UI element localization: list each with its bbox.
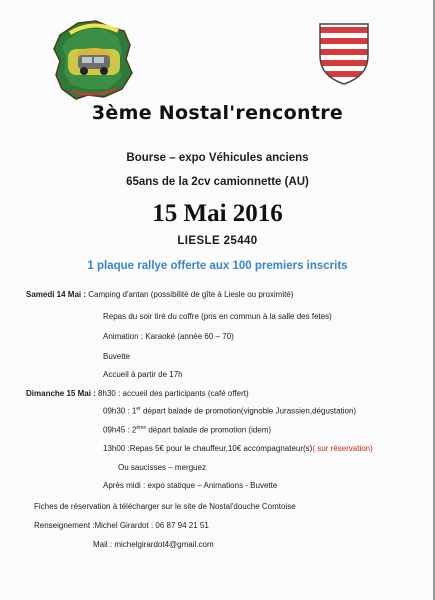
- lunch-reservation: ( sur réservation): [312, 444, 373, 453]
- lunch-text: 13h00 :Repas 5€ pour le chauffeur,10€ accompagnateur(s): [103, 444, 313, 453]
- event-date: 15 Mai 2016: [152, 200, 283, 227]
- lunch-line: [103, 444, 373, 453]
- saturday-label: Samedi 14 Mai :: [26, 290, 87, 299]
- sunday-label: Dimanche 15 Mai :: [26, 389, 96, 398]
- buvette-line: Buvette: [103, 352, 131, 361]
- mail-line: Mail : michelgirardot4@gmail.com: [93, 540, 214, 549]
- club-logo-icon: [48, 15, 138, 103]
- depart1-time: 09h30 : 1: [103, 406, 137, 416]
- saucisses-line: Ou saucisses – merguez: [118, 463, 207, 472]
- animation-line: Animation : Karaoké (année 60 – 70): [103, 332, 234, 341]
- depart2-text: départ balade de promotion (idem): [146, 425, 272, 435]
- depart1-line: [103, 406, 356, 416]
- depart2-line: [103, 425, 271, 435]
- sunday-text: 8h30 : accueil des participants (café offert): [98, 389, 249, 398]
- depart2-time: 09h45 : 2: [103, 425, 137, 435]
- depart1-sup: er: [136, 406, 141, 412]
- event-title: 3ème Nostal'rencontre: [91, 102, 344, 124]
- sunday-line: [26, 389, 249, 398]
- repas-line: Repas du soir tiré du coffre (pris en commun à la salle des fetes): [103, 312, 332, 321]
- saturday-text: Camping d'antan (possibilité de gîte à Liesle ou proximité): [88, 290, 294, 299]
- accueil-line: Accueil à partir de 17h: [103, 370, 183, 379]
- renseignement-line: Renseignement :Michel Girardot : 06 87 94 21 51: [34, 521, 209, 530]
- subtitle-line-1: Bourse – expo Véhicules anciens: [126, 152, 309, 164]
- event-city: LIESLE 25440: [177, 235, 258, 247]
- depart1-text: départ balade de promotion(vignoble Jurassien,dégustation): [140, 406, 357, 416]
- promo-text: 1 plaque rallye offerte aux 100 premiers inscrits: [87, 260, 348, 272]
- heraldic-shield-icon: [318, 22, 370, 86]
- saturday-line: [26, 290, 293, 299]
- depart2-sup: ème: [136, 425, 147, 431]
- fiches-line: Fiches de réservation à télécharger sur le site de Nostal'douche Comtoise: [34, 502, 296, 511]
- afternoon-line: Après midi : expo statique – Animations - Buvette: [103, 481, 278, 490]
- subtitle-line-2: 65ans de la 2cv camionnette (AU): [126, 176, 309, 188]
